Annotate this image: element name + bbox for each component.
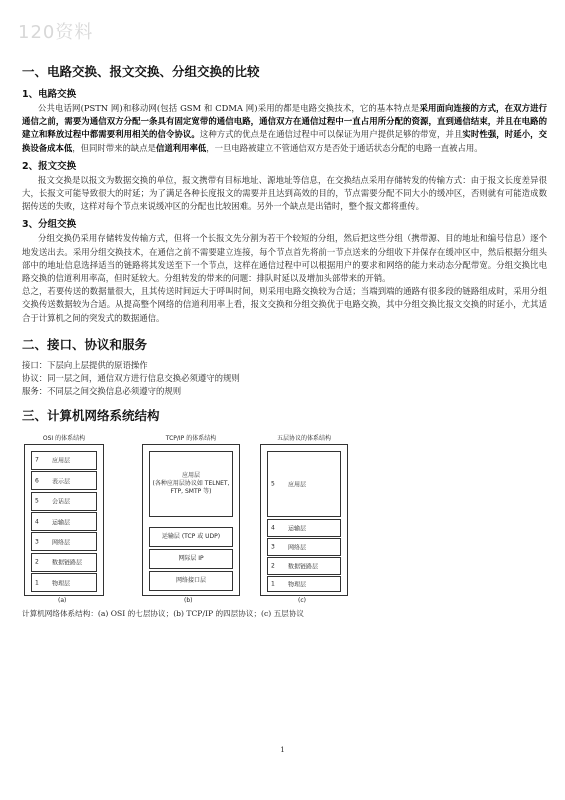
five-layer-1 [267,576,341,592]
tag-b: (b) [184,596,193,604]
tag-c: (c) [298,596,306,604]
five-layer-number: 4 [271,524,275,532]
subsection-packet-switching: 3、分组交换 [22,219,77,231]
osi-layer-1 [31,573,97,592]
five-layer-name: 网络层 [288,544,307,552]
page-number: 1 [280,746,285,754]
subsection-circuit-switching: 1、电路交换 [22,89,77,100]
osi-layer-name: 应用层 [52,457,71,465]
section-3-heading: 三、计算机网络系统结构 [22,407,160,423]
architecture-diagrams [22,430,547,606]
osi-layer-4 [31,512,97,531]
osi-layer-7 [31,451,97,470]
tcpip-title: TCP/IP 的体系结构 [165,434,217,442]
tcpip-internet-layer: 网际层 IP [149,549,233,569]
tcpip-application-layer: 应用层 (各种应用层协议如 TELNET, FTP, SMTP 等) [149,451,233,517]
paragraph-message-switching: 报文交换是以报文为数据交换的单位，报文携带有目标地址、源地址等信息，在交换结点采用存储转发的传输方式：由于报文长度差异很大，长报文可能导致很大的时延；为了满足各种长度报文的需要并且达到高效的目的，节点需要分配不同大小的缓冲区，否则就有可能造成数据传送的失败，这样对每个节点来说缓冲区的分配也比较困难。另外一个缺点是出错时，整个报文都将重传。 [22,174,547,212]
definition-service: 服务：不同层之间交换信息必须遵守的规则 [22,385,182,396]
five-layer-number: 3 [271,543,275,551]
subsection-message-switching: 2、报文交换 [22,160,77,172]
tcpip-link-layer: 网络接口层 [149,571,233,591]
osi-layer-name: 运输层 [52,519,71,527]
osi-layer-name: 物理层 [52,580,71,588]
osi-layer-name: 会话层 [52,498,71,506]
five-layer-2 [267,557,341,575]
five-layer-number: 1 [271,580,275,588]
osi-layer-3 [31,532,97,551]
five-layer-stack [260,434,348,596]
osi-layer-number: 6 [35,477,39,485]
five-layer-3 [267,538,341,556]
osi-layer-number: 3 [35,538,39,546]
osi-layer-number: 2 [35,558,39,566]
five-layer-number: 2 [271,562,275,570]
five-layer-name: 物理层 [288,581,307,589]
osi-title: OSI 的体系结构 [42,434,86,442]
osi-layer-name: 网络层 [52,539,71,547]
watermark-logo: 120资料 [18,22,94,43]
section-1-heading: 一、电路交换、报文交换、分组交换的比较 [22,64,260,79]
five-layer-5 [267,451,341,517]
paragraph-packet-switching: 分组交换仍采用存储转发传输方式，但将一个长报文先分割为若干个较短的分组，然后把这些分组（携带源、目的地址和编号信息）逐个地发送出去。采用分组交换技术，在通信之前不需要建立连接，每个节点首先将前一节点送来的分组收下并保存在缓冲区中，然后根据分组头部中的地址信息选择适当的链路将其发送至下一个节点，这样在通信过程中可以根据用户的要求和网络的能力来动态分配带宽。分组交换比电路交换的信道利用率高，但时延较大。分组转发的带来的问题：排队时延以及增加头部带来的开销。 [22,233,547,284]
section-2-heading: 二、接口、协议和服务 [22,336,148,352]
tcpip-stack [142,434,240,596]
paragraph-circuit-switching: 公共电话网(PSTN 网)和移动网(包括 GSM 和 CDMA 网)采用的都是电路交换技术，它的基本特点是采用面向连接的方式，在双方进行通信之前，需要为通信双方分配一条具有固定宽带的通信电路，通信双方在通信过程中一直占用所分配的资源，直到通信结束，并且在电路的建立和释放过程中都需要利用相关的信令协议。这种方式的优点是在通信过程中可以保证为用户提供足够的带宽，并且实时性强，时延小，交换设备成本低，但同时带来的缺点是信道利用率低，一旦电路被建立不管通信双方是否处于通话状态分配的电路一直被占用。 [22,103,548,153]
osi-layer-number: 5 [35,497,39,505]
definition-interface: 接口：下层向上层提供的原语操作 [22,359,148,370]
osi-layer-number: 7 [35,456,39,464]
five-layer-name: 应用层 [288,481,307,489]
osi-layer-name: 数据链路层 [52,559,83,567]
five-layer-name: 数据链路层 [288,563,319,571]
osi-layer-number: 1 [35,579,39,587]
five-layer-4 [267,519,341,537]
osi-stack [24,434,104,596]
tag-a: (a) [58,596,67,604]
osi-layer-name: 表示层 [52,478,71,486]
osi-layer-number: 4 [35,518,39,526]
five-layer-name: 运输层 [288,525,307,533]
five-layer-number: 5 [271,480,275,488]
definition-protocol: 协议：同一层之间，通信双方进行信息交换必须遵守的规则 [22,372,240,383]
paragraph-summary: 总之，若要传送的数据量很大，且其传送时间远大于呼叫时间，则采用电路交换较为合适；当端到端的通路有很多段的链路组成时，采用分组交换传送数据较为合适。从提高整个网络的信道利用率上看，报文交换和分组交换优于电路交换，其中分组交换比报文交换的时延小，尤其适合于计算机之间的突发式的数据通信。 [22,286,547,323]
tcpip-transport-layer: 运输层 (TCP 或 UDP) [149,527,233,547]
figure-caption: 计算机网络体系结构：(a) OSI 的七层协议；(b) TCP/IP 的四层协议；(c) 五层协议 [22,608,305,618]
five-layer-title: 五层协议的体系结构 [276,434,331,442]
osi-layer-6 [31,471,97,490]
osi-layer-2 [31,553,97,572]
document-body [22,62,547,619]
osi-layer-5 [31,492,97,511]
